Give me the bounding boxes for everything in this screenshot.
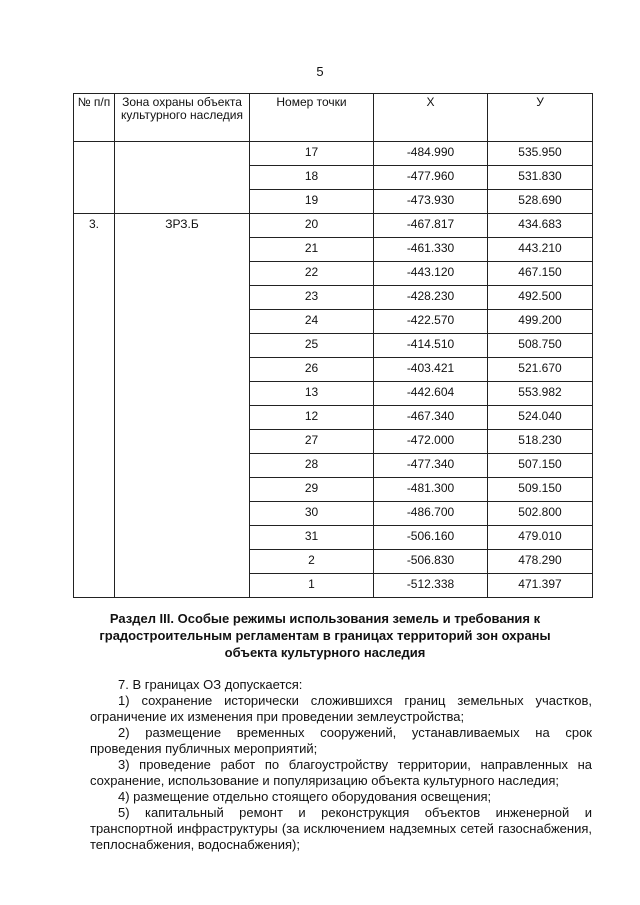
zone-cell: ЗРЗ.Б [115, 214, 250, 598]
table-row [74, 214, 593, 238]
header-zone: Зона охраны объекта культурного наследия [115, 94, 250, 142]
paragraph: 1) сохранение исторически сложившихся границ земельных участков, ограничение их изменения при проведении землеустройства; [90, 693, 592, 724]
point-cell: 22 [250, 262, 374, 286]
point-cell: 13 [250, 382, 374, 406]
x-cell: -484.990 [374, 142, 488, 166]
table-header-row [74, 94, 593, 142]
page-content [73, 93, 593, 853]
y-cell: 434.683 [488, 214, 593, 238]
x-cell: -422.570 [374, 310, 488, 334]
point-cell: 18 [250, 166, 374, 190]
num-cell: 3. [74, 214, 115, 598]
y-cell: 467.150 [488, 262, 593, 286]
x-cell: -472.000 [374, 430, 488, 454]
y-cell: 524.040 [488, 406, 593, 430]
y-cell: 507.150 [488, 454, 593, 478]
paragraph: 5) капитальный ремонт и реконструкция объектов инженерной и транспортной инфраструктуры (за исключением надземных сетей газоснабжения, теплоснабжения, водоснабжения); [90, 805, 592, 852]
y-cell: 502.800 [488, 502, 593, 526]
x-cell: -506.830 [374, 550, 488, 574]
y-cell: 531.830 [488, 166, 593, 190]
y-cell: 509.150 [488, 478, 593, 502]
y-cell: 521.670 [488, 358, 593, 382]
header-x: X [374, 94, 488, 142]
point-cell: 30 [250, 502, 374, 526]
x-cell: -467.817 [374, 214, 488, 238]
body-text [90, 677, 592, 853]
point-cell: 27 [250, 430, 374, 454]
y-cell: 478.290 [488, 550, 593, 574]
point-cell: 17 [250, 142, 374, 166]
x-cell: -473.930 [374, 190, 488, 214]
x-cell: -477.960 [374, 166, 488, 190]
y-cell: 528.690 [488, 190, 593, 214]
y-cell: 518.230 [488, 430, 593, 454]
table-body [74, 142, 593, 598]
y-cell: 492.500 [488, 286, 593, 310]
point-cell: 25 [250, 334, 374, 358]
point-cell: 31 [250, 526, 374, 550]
paragraph: 2) размещение временных сооружений, устанавливаемых на срок проведения публичных мероприятий; [90, 725, 592, 756]
x-cell: -414.510 [374, 334, 488, 358]
x-cell: -512.338 [374, 574, 488, 598]
y-cell: 443.210 [488, 238, 593, 262]
header-num: № п/п [74, 94, 115, 142]
header-y: У [488, 94, 593, 142]
point-cell: 23 [250, 286, 374, 310]
x-cell: -461.330 [374, 238, 488, 262]
x-cell: -442.604 [374, 382, 488, 406]
x-cell: -481.300 [374, 478, 488, 502]
x-cell: -443.120 [374, 262, 488, 286]
point-cell: 12 [250, 406, 374, 430]
point-cell: 19 [250, 190, 374, 214]
x-cell: -477.340 [374, 454, 488, 478]
y-cell: 535.950 [488, 142, 593, 166]
coordinates-table [73, 93, 593, 598]
x-cell: -403.421 [374, 358, 488, 382]
point-cell: 24 [250, 310, 374, 334]
point-cell: 21 [250, 238, 374, 262]
point-cell: 20 [250, 214, 374, 238]
zone-cell [115, 142, 250, 214]
point-cell: 26 [250, 358, 374, 382]
header-point: Номер точки [250, 94, 374, 142]
x-cell: -428.230 [374, 286, 488, 310]
paragraph: 3) проведение работ по благоустройству территории, направленных на сохранение, использование и популяризацию объекта культурного наследия; [90, 757, 592, 788]
x-cell: -486.700 [374, 502, 488, 526]
y-cell: 479.010 [488, 526, 593, 550]
table-row [74, 142, 593, 166]
page-number: 5 [316, 64, 324, 79]
point-cell: 28 [250, 454, 374, 478]
y-cell: 553.982 [488, 382, 593, 406]
section-heading: Раздел III. Особые режимы использования земель и требования к градостроительным регламентам в границах территорий зон охраны объекта культурного наследия [99, 611, 551, 660]
x-cell: -506.160 [374, 526, 488, 550]
point-cell: 1 [250, 574, 374, 598]
point-cell: 2 [250, 550, 374, 574]
num-cell [74, 142, 115, 214]
paragraph: 4) размещение отдельно стоящего оборудования освещения; [118, 789, 492, 804]
paragraph: 7. В границах ОЗ допускается: [118, 677, 303, 692]
x-cell: -467.340 [374, 406, 488, 430]
y-cell: 499.200 [488, 310, 593, 334]
y-cell: 508.750 [488, 334, 593, 358]
point-cell: 29 [250, 478, 374, 502]
y-cell: 471.397 [488, 574, 593, 598]
